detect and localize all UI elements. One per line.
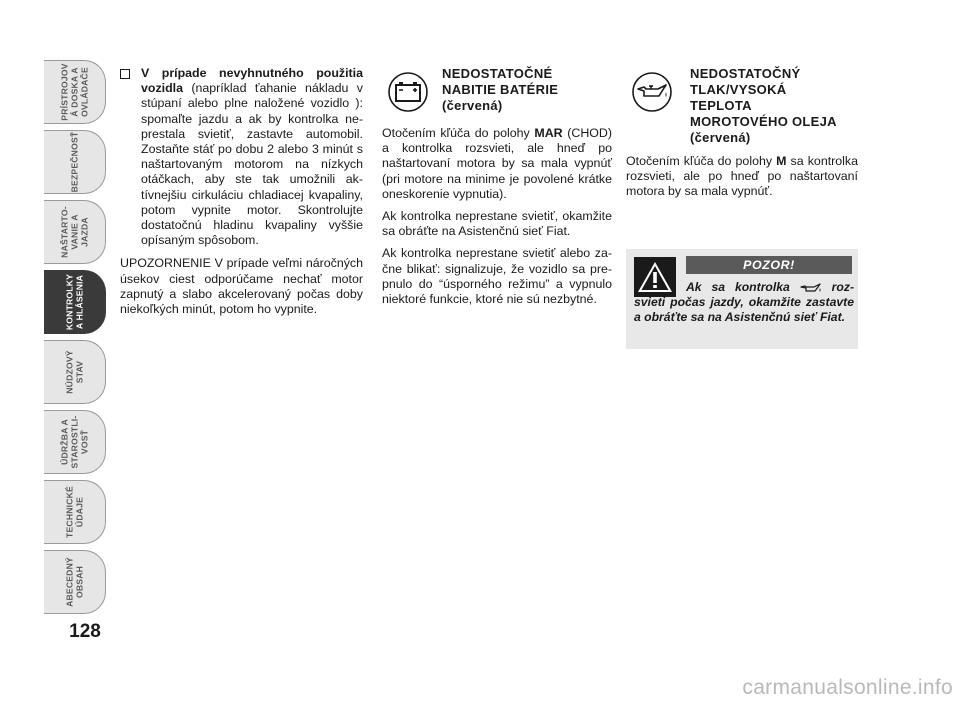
section-title: NEDOSTATOČNÝ TLAK/VYSOKÁ TEPLOTA MOROTOVÉHO OLEJA (červená) bbox=[690, 66, 837, 145]
paragraph: Ak kontrolka neprestane svietiť, okamžite sa obráťte na Asistenčnú sieť Fiat. bbox=[382, 209, 612, 239]
key-position: M bbox=[776, 154, 787, 168]
warning-text bbox=[634, 280, 854, 325]
watermark-text: carmanualsonline.info bbox=[742, 676, 953, 699]
bullet-item bbox=[120, 66, 363, 248]
oil-can-icon bbox=[800, 282, 822, 293]
column-2 bbox=[382, 66, 612, 314]
bullet-bold: V prípade nevyhnutného použitia vozidla bbox=[141, 66, 363, 96]
text-span: Ak sa kontrolka bbox=[686, 280, 800, 294]
paragraph bbox=[382, 126, 612, 202]
text-span: rozsvieti počas jazdy, okamžite zastavte a obráťte sa na Asistenčnú sieť Fiat. bbox=[634, 280, 854, 324]
text-span: Otočením kľúča do polohy bbox=[382, 126, 535, 140]
tab-technicke-udaje[interactable] bbox=[44, 480, 106, 544]
tab-nudzovy-stav[interactable] bbox=[44, 340, 106, 404]
section-header-oil bbox=[626, 66, 858, 146]
note-paragraph: UPOZORNENIE V prípade veľmi náročných úsekov ciest odporúčame nechať motor zapnutý a slabo akcelerovaný počas doby niekoľkých minút, potom ho vypnite. bbox=[120, 256, 363, 317]
page-number: 128 bbox=[69, 621, 101, 642]
tab-label: PRÍSTROJOV Á DOSKA A OVLÁDAČE bbox=[59, 63, 90, 121]
tab-abecedny-obsah[interactable] bbox=[44, 550, 106, 614]
tab-label: NAŠTARTO- VANIE A JAZDA bbox=[59, 206, 90, 258]
tab-label: ÚDRŽBA A STAROSTLI- VOSŤ bbox=[59, 415, 90, 469]
text-span: (CHOD) a kontrolka rozsvieti, ale hneď po naštartovaní motora by sa mala vypnúť (pri motore na minime je povolené krátke oneskorenie vypnutia). bbox=[382, 126, 612, 201]
battery-icon bbox=[382, 66, 434, 118]
section-header-battery bbox=[382, 66, 612, 118]
tab-udrzba[interactable] bbox=[44, 410, 106, 474]
oil-can-icon bbox=[626, 66, 678, 118]
tab-label: ABECEDNÝ OBSAH bbox=[64, 557, 85, 607]
bullet-text: (napríklad ťahanie nákladu v stúpaní alebo plne naložené vozidlo ): spomaľte jazdu a ak by kontrolka neprestala svietiť, zastavte automobil. Zostaňte stáť po dobu 2 alebo 3 minút s naštartovaným motorom na nízkych otáčkach, aby ste tak umožnili aktívnejšiu cirkuláciu chladiacej kvapaliny, potom vypnite motor. Skontrolujte dostatočnú hladinu kvapaliny vyššie opísaným spôsobom. bbox=[141, 81, 363, 248]
paragraph bbox=[626, 154, 858, 200]
column-1 bbox=[120, 66, 363, 324]
checkbox-bullet-icon bbox=[120, 69, 130, 79]
tab-nastartovanie[interactable] bbox=[44, 200, 106, 264]
warning-box bbox=[626, 249, 858, 349]
tab-label: KONTROLKY A HLÁSENIA bbox=[64, 273, 85, 331]
tab-label: NÚDZOVÝ STAV bbox=[64, 350, 85, 394]
tab-label: BEZPEČNOSŤ bbox=[69, 131, 80, 193]
key-position: MAR bbox=[534, 126, 563, 140]
tab-kontrolky[interactable] bbox=[44, 270, 106, 334]
paragraph: Ak kontrolka neprestane svietiť alebo začne blikať: signalizuje, že vozidlo sa prepnulo do “úsporného režimu” a vypnulo niektoré funkcie, ktoré nie sú nezbytné. bbox=[382, 246, 612, 307]
tab-label: TECHNICKÉ ÚDAJE bbox=[64, 486, 85, 538]
tab-bezpecnost[interactable] bbox=[44, 130, 106, 194]
column-3 bbox=[626, 66, 858, 207]
text-span: Otočením kľúča do polohy bbox=[626, 154, 777, 168]
tab-pristrojova-doska[interactable] bbox=[44, 60, 106, 124]
warning-label: POZOR! bbox=[686, 256, 852, 274]
section-title: NEDOSTATOČNÉ NABITIE BATÉRIE (červená) bbox=[442, 66, 559, 113]
text-span: sa kontrolka rozsvieti, ale po hneď po naštartovaní motora by sa mala vypnúť. bbox=[626, 154, 859, 199]
